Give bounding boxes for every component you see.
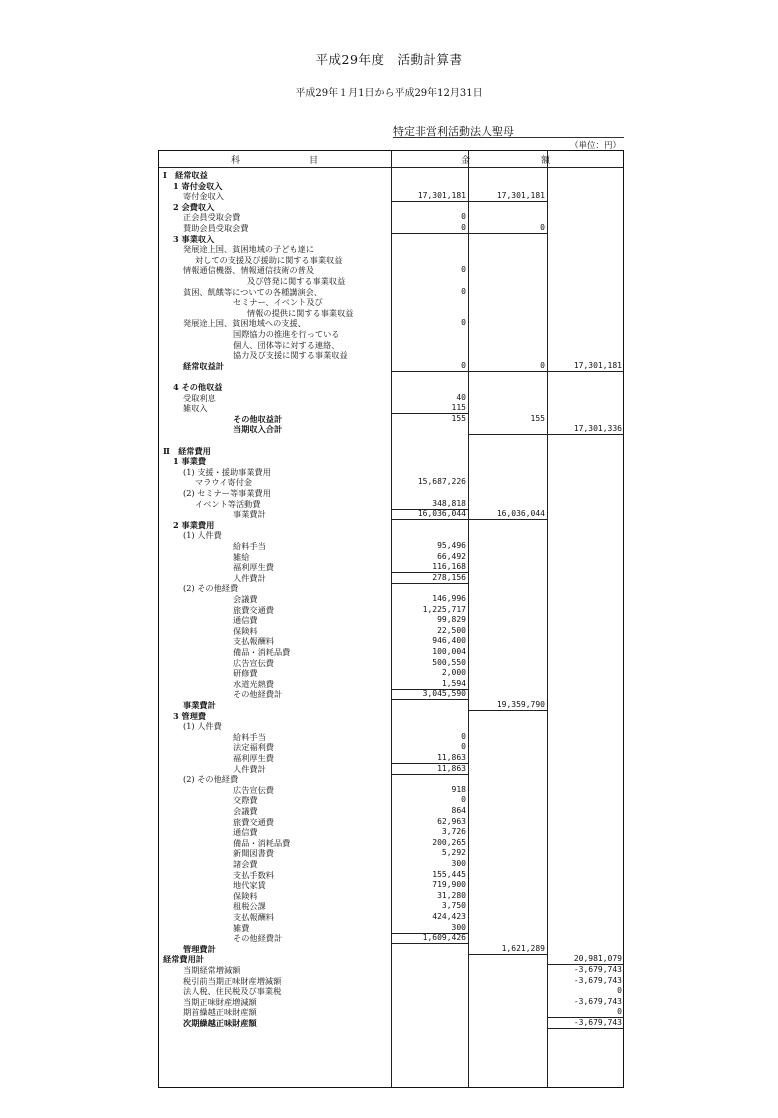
row-label: 情報の提供に関する事業収益 bbox=[247, 307, 354, 318]
table-row bbox=[159, 901, 623, 912]
row-label: 事業費計 bbox=[183, 700, 216, 710]
row-amount-v1: 1,609,426 bbox=[422, 933, 466, 943]
row-label: 広告宣伝費 bbox=[233, 784, 274, 795]
table-row bbox=[159, 393, 623, 404]
table-row bbox=[159, 499, 623, 510]
row-label: 期首繰越正味財産額 bbox=[183, 1007, 257, 1018]
row-label: 旅費交通費 bbox=[233, 816, 274, 827]
row-label: 1 事業費 bbox=[173, 456, 207, 467]
row-amount-v1: 0 bbox=[461, 795, 466, 805]
table-row bbox=[159, 244, 623, 255]
row-label: 通信費 bbox=[233, 827, 258, 838]
table-row bbox=[159, 1007, 623, 1018]
table-row bbox=[159, 202, 623, 213]
activity-statement-table bbox=[158, 150, 624, 1088]
row-amount-v1: 100,004 bbox=[432, 647, 466, 656]
table-row bbox=[159, 424, 623, 435]
row-label: (2) その他経費 bbox=[183, 583, 239, 594]
row-label: 2 会費収入 bbox=[173, 201, 215, 212]
row-label: 新聞図書費 bbox=[233, 848, 274, 859]
row-amount-v2: 155 bbox=[530, 413, 545, 423]
row-label: 備品・消耗品費 bbox=[233, 837, 291, 848]
row-label: Ⅱ 経常費用 bbox=[163, 445, 211, 456]
header-subject-b: 目 bbox=[309, 156, 319, 166]
row-label: 1 寄付金収入 bbox=[173, 180, 223, 191]
row-label: 2 事業費用 bbox=[173, 519, 215, 530]
table-row bbox=[159, 891, 623, 902]
row-amount-v1: 16,036,044 bbox=[417, 509, 466, 519]
row-label: 国際協力の推進を行っている bbox=[233, 329, 340, 339]
table-row bbox=[159, 446, 623, 457]
row-label: 発展途上国、貧困地域への支援、 bbox=[183, 318, 306, 329]
row-amount-v1: 424,423 bbox=[432, 912, 466, 921]
table-row bbox=[159, 530, 623, 541]
table-row bbox=[159, 636, 623, 647]
row-amount-v1: 22,500 bbox=[437, 625, 466, 635]
organization-name: 特定非営利活動法人聖母 bbox=[393, 125, 514, 138]
row-amount-v1: 5,292 bbox=[441, 848, 466, 858]
row-label: 当期正味財産増減額 bbox=[183, 996, 257, 1007]
row-label: その他経費計 bbox=[233, 933, 283, 944]
row-amount-v1: 864 bbox=[451, 806, 466, 815]
row-label: (1) 人件費 bbox=[183, 721, 222, 732]
row-label: 協力及び支援に関する事業収益 bbox=[233, 350, 348, 361]
row-amount-v1: 155,445 bbox=[432, 869, 466, 879]
table-row bbox=[159, 954, 623, 965]
table-row bbox=[159, 223, 623, 234]
row-amount-v1: 31,280 bbox=[437, 890, 466, 900]
row-label: 管理費計 bbox=[183, 943, 216, 954]
table-row bbox=[159, 615, 623, 626]
row-amount-v1: 278,156 bbox=[432, 572, 466, 582]
table-row bbox=[159, 181, 623, 192]
table-header bbox=[159, 151, 623, 168]
row-amount-v2: 0 bbox=[540, 223, 545, 232]
table-row bbox=[159, 308, 623, 319]
row-amount-v1: 0 bbox=[461, 265, 466, 275]
table-row bbox=[159, 520, 623, 531]
table-row bbox=[159, 297, 623, 308]
row-amount-v1: 0 bbox=[461, 318, 466, 328]
row-amount-v1: 0 bbox=[461, 731, 466, 741]
row-label: 地代家賃 bbox=[233, 880, 266, 891]
row-label: 給料手当 bbox=[233, 731, 266, 742]
row-amount-v3: -3,679,743 bbox=[573, 965, 622, 974]
table-row bbox=[159, 944, 623, 955]
row-label: 事業費計 bbox=[233, 509, 266, 520]
table-row bbox=[159, 605, 623, 616]
table-row bbox=[159, 817, 623, 828]
row-label: 貧困、飢餓等についての各種講演会、 bbox=[183, 286, 323, 297]
row-label: (1) 人件費 bbox=[183, 530, 222, 541]
row-amount-v1: 11,863 bbox=[437, 763, 466, 773]
table-row bbox=[159, 923, 623, 934]
row-amount-v1: 719,900 bbox=[432, 880, 466, 890]
header-subject-a: 科 bbox=[231, 156, 241, 166]
row-amount-v3: 17,301,181 bbox=[573, 360, 622, 370]
table-row bbox=[159, 838, 623, 849]
table-row bbox=[159, 234, 623, 245]
row-amount-v1: 66,492 bbox=[437, 551, 466, 561]
row-label: その他収益計 bbox=[233, 413, 283, 424]
row-label: 雑収入 bbox=[183, 403, 208, 414]
table-row bbox=[159, 689, 623, 700]
row-amount-v1: 17,301,181 bbox=[417, 191, 466, 201]
table-row bbox=[159, 626, 623, 637]
table-row bbox=[159, 371, 623, 382]
row-label: 水道光熱費 bbox=[233, 678, 274, 689]
table-row bbox=[159, 329, 623, 340]
table-row bbox=[159, 742, 623, 753]
row-amount-v3: 17,301,336 bbox=[573, 424, 622, 434]
table-row bbox=[159, 212, 623, 223]
row-amount-v1: 40 bbox=[456, 392, 466, 402]
row-label: 人件費計 bbox=[233, 572, 266, 583]
row-label: 正会員受取会費 bbox=[183, 212, 241, 223]
table-row bbox=[159, 477, 623, 488]
table-row bbox=[159, 552, 623, 563]
row-amount-v1: 2,000 bbox=[441, 668, 466, 678]
table-row bbox=[159, 170, 623, 181]
row-label: イベント等活動費 bbox=[195, 498, 261, 509]
row-amount-v1: 918 bbox=[451, 784, 466, 794]
row-amount-v1: 15,687,226 bbox=[417, 477, 466, 487]
table-row bbox=[159, 350, 623, 361]
row-label: (2) その他経費 bbox=[183, 774, 239, 785]
row-label: 経常収益計 bbox=[183, 360, 224, 371]
row-label: 雑費 bbox=[233, 922, 250, 933]
row-amount-v1: 155 bbox=[451, 413, 466, 423]
row-label: 当期収入合計 bbox=[233, 424, 283, 435]
row-amount-v1: 348,818 bbox=[432, 498, 466, 508]
table-row bbox=[159, 435, 623, 446]
table-row bbox=[159, 795, 623, 806]
header-amount-a: 金 bbox=[461, 156, 471, 166]
row-label: 当期経常増減額 bbox=[183, 965, 241, 975]
row-label: 税引前当期正味財産増減額 bbox=[183, 975, 282, 986]
table-row bbox=[159, 976, 623, 987]
row-amount-v1: 3,726 bbox=[441, 827, 466, 837]
table-row bbox=[159, 912, 623, 923]
table-row bbox=[159, 700, 623, 711]
table-row bbox=[159, 287, 623, 298]
table-row bbox=[159, 764, 623, 775]
row-amount-v1: 1,225,717 bbox=[422, 604, 466, 614]
row-amount-v3: 0 bbox=[617, 986, 622, 996]
row-label: (2) セミナー等事業費用 bbox=[183, 488, 271, 498]
table-row bbox=[159, 456, 623, 467]
table-row bbox=[159, 647, 623, 658]
row-label: 発展途上国、貧困地域の子ども達に bbox=[183, 244, 315, 255]
table-row bbox=[159, 785, 623, 796]
row-amount-v1: 0 bbox=[461, 223, 466, 232]
row-label: セミナー、イベント及び bbox=[233, 297, 323, 308]
row-amount-v3: -3,679,743 bbox=[573, 1018, 622, 1027]
row-amount-v2: 16,036,044 bbox=[496, 509, 545, 519]
table-row bbox=[159, 806, 623, 817]
row-label: 研修費 bbox=[233, 668, 258, 679]
page-title: 平成29年度 活動計算書 bbox=[315, 52, 463, 67]
row-label: 福利厚生費 bbox=[233, 562, 274, 573]
row-label: 諸会費 bbox=[233, 859, 258, 869]
row-amount-v1: 3,045,590 bbox=[422, 689, 466, 699]
table-row bbox=[159, 827, 623, 838]
row-amount-v2: 1,621,289 bbox=[501, 943, 545, 953]
row-amount-v1: 99,829 bbox=[437, 615, 466, 625]
row-label: 雑給 bbox=[233, 551, 250, 562]
row-amount-v1: 1,594 bbox=[441, 678, 466, 688]
row-amount-v2: 0 bbox=[540, 360, 545, 370]
row-amount-v1: 115 bbox=[451, 403, 466, 413]
row-label: 通信費 bbox=[233, 615, 258, 626]
row-amount-v1: 300 bbox=[451, 859, 466, 868]
row-amount-v1: 946,400 bbox=[432, 636, 466, 646]
table-row bbox=[159, 509, 623, 520]
table-row bbox=[159, 933, 623, 944]
row-label: 福利厚生費 bbox=[233, 753, 274, 763]
table-row bbox=[159, 859, 623, 870]
table-row bbox=[159, 340, 623, 351]
row-label: 及び啓発に関する事業収益 bbox=[247, 276, 346, 286]
unit-label: （単位：円） bbox=[570, 141, 622, 151]
table-row bbox=[159, 774, 623, 785]
row-label: 支払手数料 bbox=[233, 869, 274, 880]
table-row bbox=[159, 255, 623, 266]
table-row bbox=[159, 753, 623, 764]
table-row bbox=[159, 573, 623, 584]
row-label: 情報通信機器、情報通信技術の普及 bbox=[183, 265, 315, 276]
row-label: 保険料 bbox=[233, 890, 258, 901]
row-amount-v1: 0 bbox=[461, 286, 466, 296]
row-label: マラウイ寄付金 bbox=[195, 477, 253, 488]
row-label: 会議費 bbox=[233, 806, 258, 816]
row-label: 広告宣伝費 bbox=[233, 657, 274, 668]
row-label: 人件費計 bbox=[233, 763, 266, 774]
table-row bbox=[159, 414, 623, 425]
row-label: 個人、団体等に対する連絡、 bbox=[233, 339, 340, 350]
row-label: 賛助会員受取会費 bbox=[183, 223, 249, 233]
row-label: 3 事業収入 bbox=[173, 233, 215, 244]
table-row bbox=[159, 541, 623, 552]
table-row bbox=[159, 732, 623, 743]
table-row bbox=[159, 711, 623, 722]
table-row bbox=[159, 965, 623, 976]
row-label: 寄付金収入 bbox=[183, 191, 224, 202]
table-row bbox=[159, 467, 623, 478]
row-amount-v1: 62,963 bbox=[437, 816, 466, 826]
period: 平成29年１月1日から平成29年12月31日 bbox=[295, 88, 483, 99]
row-label: その他経費計 bbox=[233, 689, 283, 700]
table-row bbox=[159, 265, 623, 276]
row-amount-v1: 146,996 bbox=[432, 594, 466, 603]
row-label: 受取利息 bbox=[183, 392, 216, 403]
row-amount-v3: 20,981,079 bbox=[573, 954, 622, 964]
row-label: 次期繰越正味財産額 bbox=[183, 1018, 257, 1028]
row-label: 支払報酬料 bbox=[233, 636, 274, 647]
row-amount-v1: 300 bbox=[451, 922, 466, 932]
table-row bbox=[159, 848, 623, 859]
row-label: (1) 支援・援助事業費用 bbox=[183, 466, 271, 477]
row-label: 3 管理費 bbox=[173, 710, 207, 721]
header-amount-b: 額 bbox=[541, 156, 551, 166]
row-amount-v1: 500,550 bbox=[432, 657, 466, 667]
table-row bbox=[159, 382, 623, 393]
table-row bbox=[159, 986, 623, 997]
table-row bbox=[159, 403, 623, 414]
row-label: 租税公課 bbox=[233, 901, 266, 912]
row-label: 4 その他収益 bbox=[173, 382, 223, 392]
row-amount-v1: 0 bbox=[461, 212, 466, 222]
table-row bbox=[159, 361, 623, 372]
row-label: 法定福利費 bbox=[233, 742, 274, 753]
subtotal-rule bbox=[548, 1028, 624, 1029]
table-row bbox=[159, 583, 623, 594]
row-label: 保険料 bbox=[233, 625, 258, 636]
table-row bbox=[159, 870, 623, 881]
row-label: 交際費 bbox=[233, 795, 258, 806]
row-amount-v1: 0 bbox=[461, 360, 466, 370]
table-row bbox=[159, 997, 623, 1008]
table-row bbox=[159, 658, 623, 669]
row-amount-v1: 11,863 bbox=[437, 753, 466, 762]
row-label: Ⅰ 経常収益 bbox=[163, 170, 208, 180]
row-label: 会議費 bbox=[233, 594, 258, 604]
table-row bbox=[159, 594, 623, 605]
table-row bbox=[159, 1018, 623, 1029]
row-label: 旅費交通費 bbox=[233, 604, 274, 615]
organization-underline bbox=[393, 137, 624, 138]
table-row bbox=[159, 679, 623, 690]
row-label: 対しての支援及び援助に関する事業収益 bbox=[195, 254, 343, 265]
table-row bbox=[159, 276, 623, 287]
row-amount-v1: 95,496 bbox=[437, 541, 466, 550]
table-row bbox=[159, 562, 623, 573]
row-label: 法人税、住民税及び事業税 bbox=[183, 986, 282, 997]
row-label: 経常費用計 bbox=[163, 954, 204, 965]
row-amount-v1: 200,265 bbox=[432, 837, 466, 847]
row-amount-v1: 3,750 bbox=[441, 901, 466, 911]
table-row bbox=[159, 721, 623, 732]
table-row bbox=[159, 191, 623, 202]
row-amount-v2: 19,359,790 bbox=[496, 700, 545, 709]
row-amount-v1: 0 bbox=[461, 742, 466, 752]
table-row bbox=[159, 668, 623, 679]
table-row bbox=[159, 880, 623, 891]
row-label: 支払報酬料 bbox=[233, 912, 274, 922]
row-amount-v3: -3,679,743 bbox=[573, 996, 622, 1006]
row-amount-v2: 17,301,181 bbox=[496, 191, 545, 201]
row-label: 給料手当 bbox=[233, 541, 266, 551]
row-amount-v3: 0 bbox=[617, 1007, 622, 1017]
table-row bbox=[159, 488, 623, 499]
row-amount-v3: -3,679,743 bbox=[573, 975, 622, 985]
table-row bbox=[159, 318, 623, 329]
row-label: 備品・消耗品費 bbox=[233, 647, 291, 657]
row-amount-v1: 116,168 bbox=[432, 562, 466, 572]
